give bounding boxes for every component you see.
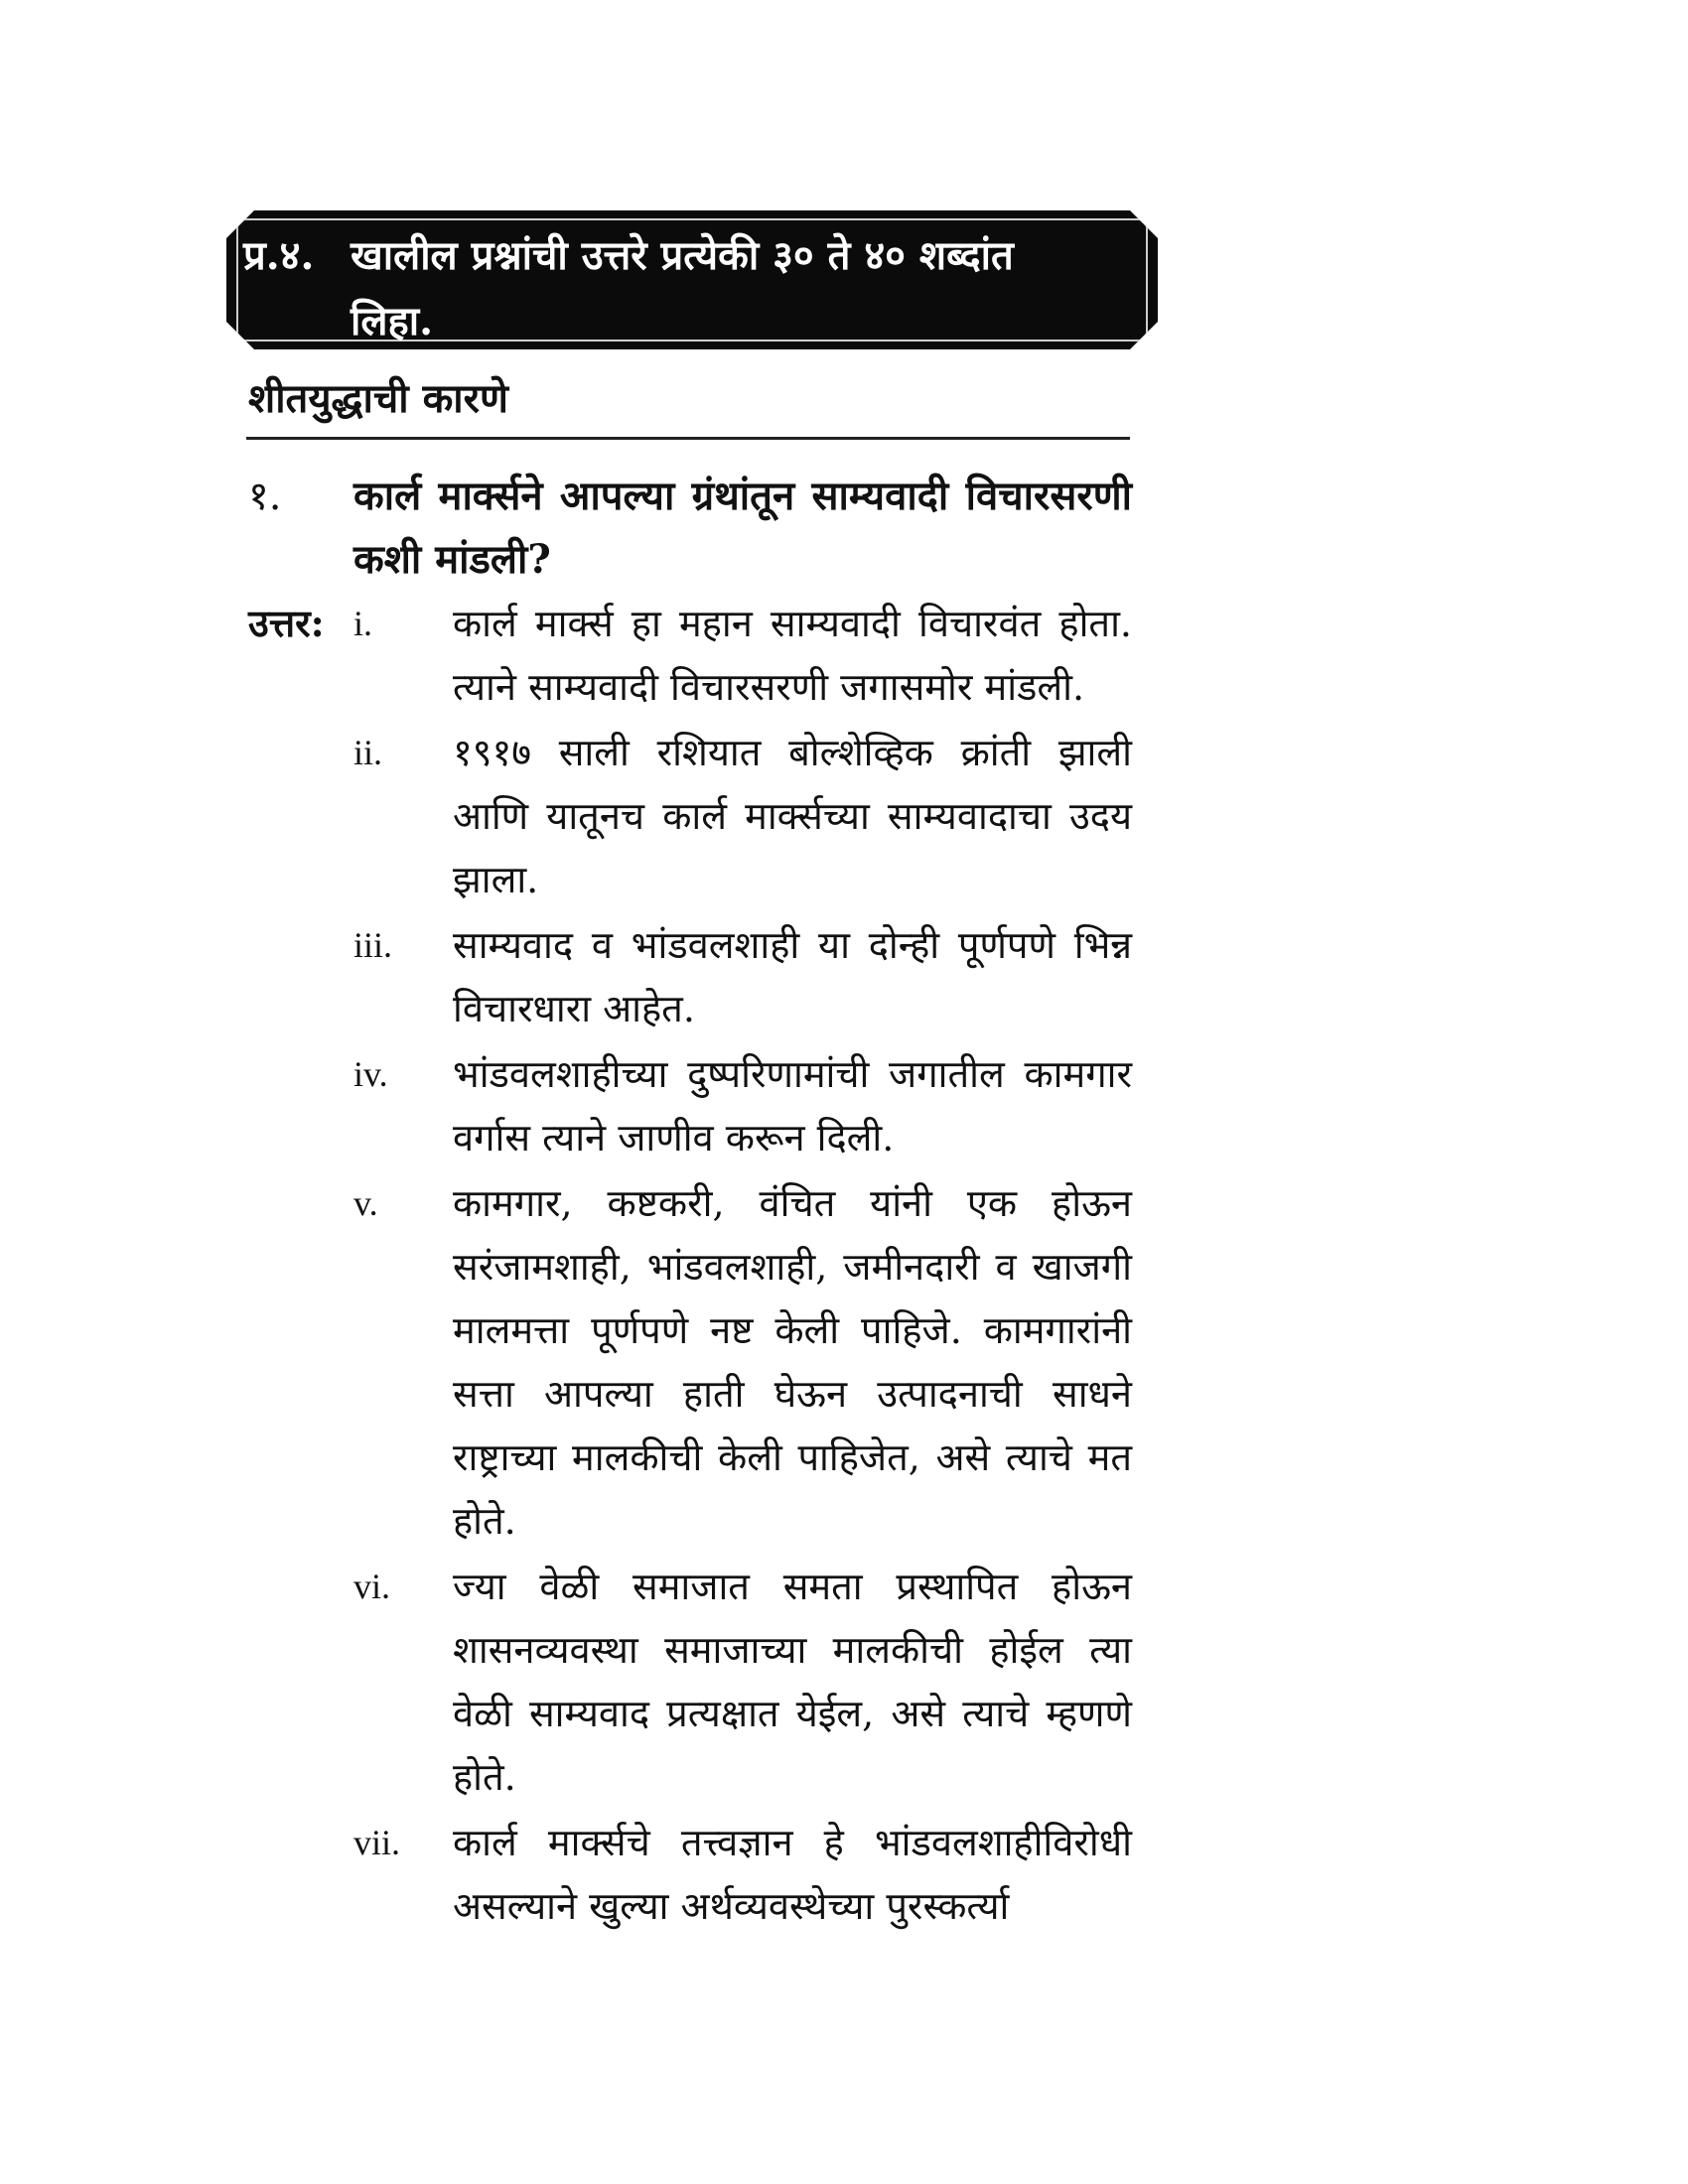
answer-item — [353, 1171, 1132, 1553]
answer-item-text: साम्यवाद व भांडवलशाही या दोन्ही पूर्णपणे भिन्न विचारधारा आहेत. — [453, 923, 1132, 1030]
answer-item — [353, 1811, 1132, 1938]
answer-item-text: भांडवलशाहीच्या दुष्परिणामांची जगातील कामगार वर्गास त्याने जाणीव करून दिली. — [453, 1052, 1132, 1160]
answer-item-numeral: vi. — [353, 1567, 391, 1606]
answer-item-text: १९१७ साली रशियात बोल्शेव्हिक क्रांती झाली आणि यातूनच कार्ल मार्क्सच्या साम्यवादाचा उदय झाला. — [453, 731, 1132, 901]
answer-item — [353, 1555, 1132, 1809]
answer-label: उत्तर: — [248, 601, 325, 645]
banner-text — [243, 223, 1147, 354]
answer-item-numeral: i. — [353, 604, 373, 643]
question-text: कार्ल मार्क्सने आपल्या ग्रंथांतून साम्यवादी विचारसरणी कशी मांडली? — [353, 473, 1132, 583]
section-heading: शीतयुद्धाची कारणे — [248, 375, 508, 422]
question-1 — [248, 465, 1132, 592]
answer-item-text: ज्या वेळी समाजात समता प्रस्थापित होऊन शासनव्यवस्था समाजाच्या मालकीची होईल त्या वेळी साम्यवाद प्रत्यक्षात येईल, असे त्याचे म्हणणे होते. — [453, 1565, 1132, 1799]
question-number: १. — [248, 474, 282, 519]
answer-item — [353, 1042, 1132, 1169]
banner-question-label: प्र.४. — [243, 232, 315, 279]
answer-item-text: कार्ल मार्क्स हा महान साम्यवादी विचारवंत होता. त्याने साम्यवादी विचारसरणी जगासमोर मांडली. — [453, 602, 1132, 709]
answer-item-numeral: iii. — [353, 925, 393, 965]
answer-item-numeral: ii. — [353, 733, 383, 772]
answer-item-text: कार्ल मार्क्सचे तत्त्वज्ञान हे भांडवलशाहीविरोधी असल्याने खुल्या अर्थव्यवस्थेच्या पुरस्कर्त्या — [453, 1821, 1132, 1928]
answer-block — [248, 592, 1132, 1938]
answer-item — [353, 721, 1132, 911]
answer-item-numeral: v. — [353, 1183, 378, 1223]
answer-item — [353, 592, 1132, 719]
answer-item-text: कामगार, कष्टकरी, वंचित यांनी एक होऊन सरंजामशाही, भांडवलशाही, जमीनदारी व खाजगी मालमत्ता पूर्णपणे नष्ट केली पाहिजे. कामगारांनी सत्ता आपल्या हाती घेऊन उत्पादनाची साधने राष्ट्राच्या मालकीची केली पाहिजेत, असे त्याचे मत होते. — [453, 1181, 1132, 1543]
banner-line-1 — [243, 223, 1147, 289]
banner-line-2: लिहा. — [351, 298, 434, 344]
heading-underline — [246, 437, 1130, 440]
answer-item — [353, 913, 1132, 1040]
answer-item-numeral: iv. — [353, 1054, 388, 1094]
banner-instruction: खालील प्रश्नांची उत्तरे प्रत्येकी ३० ते ४० शब्दांत — [351, 232, 1014, 279]
answer-item-numeral: vii. — [353, 1823, 401, 1862]
